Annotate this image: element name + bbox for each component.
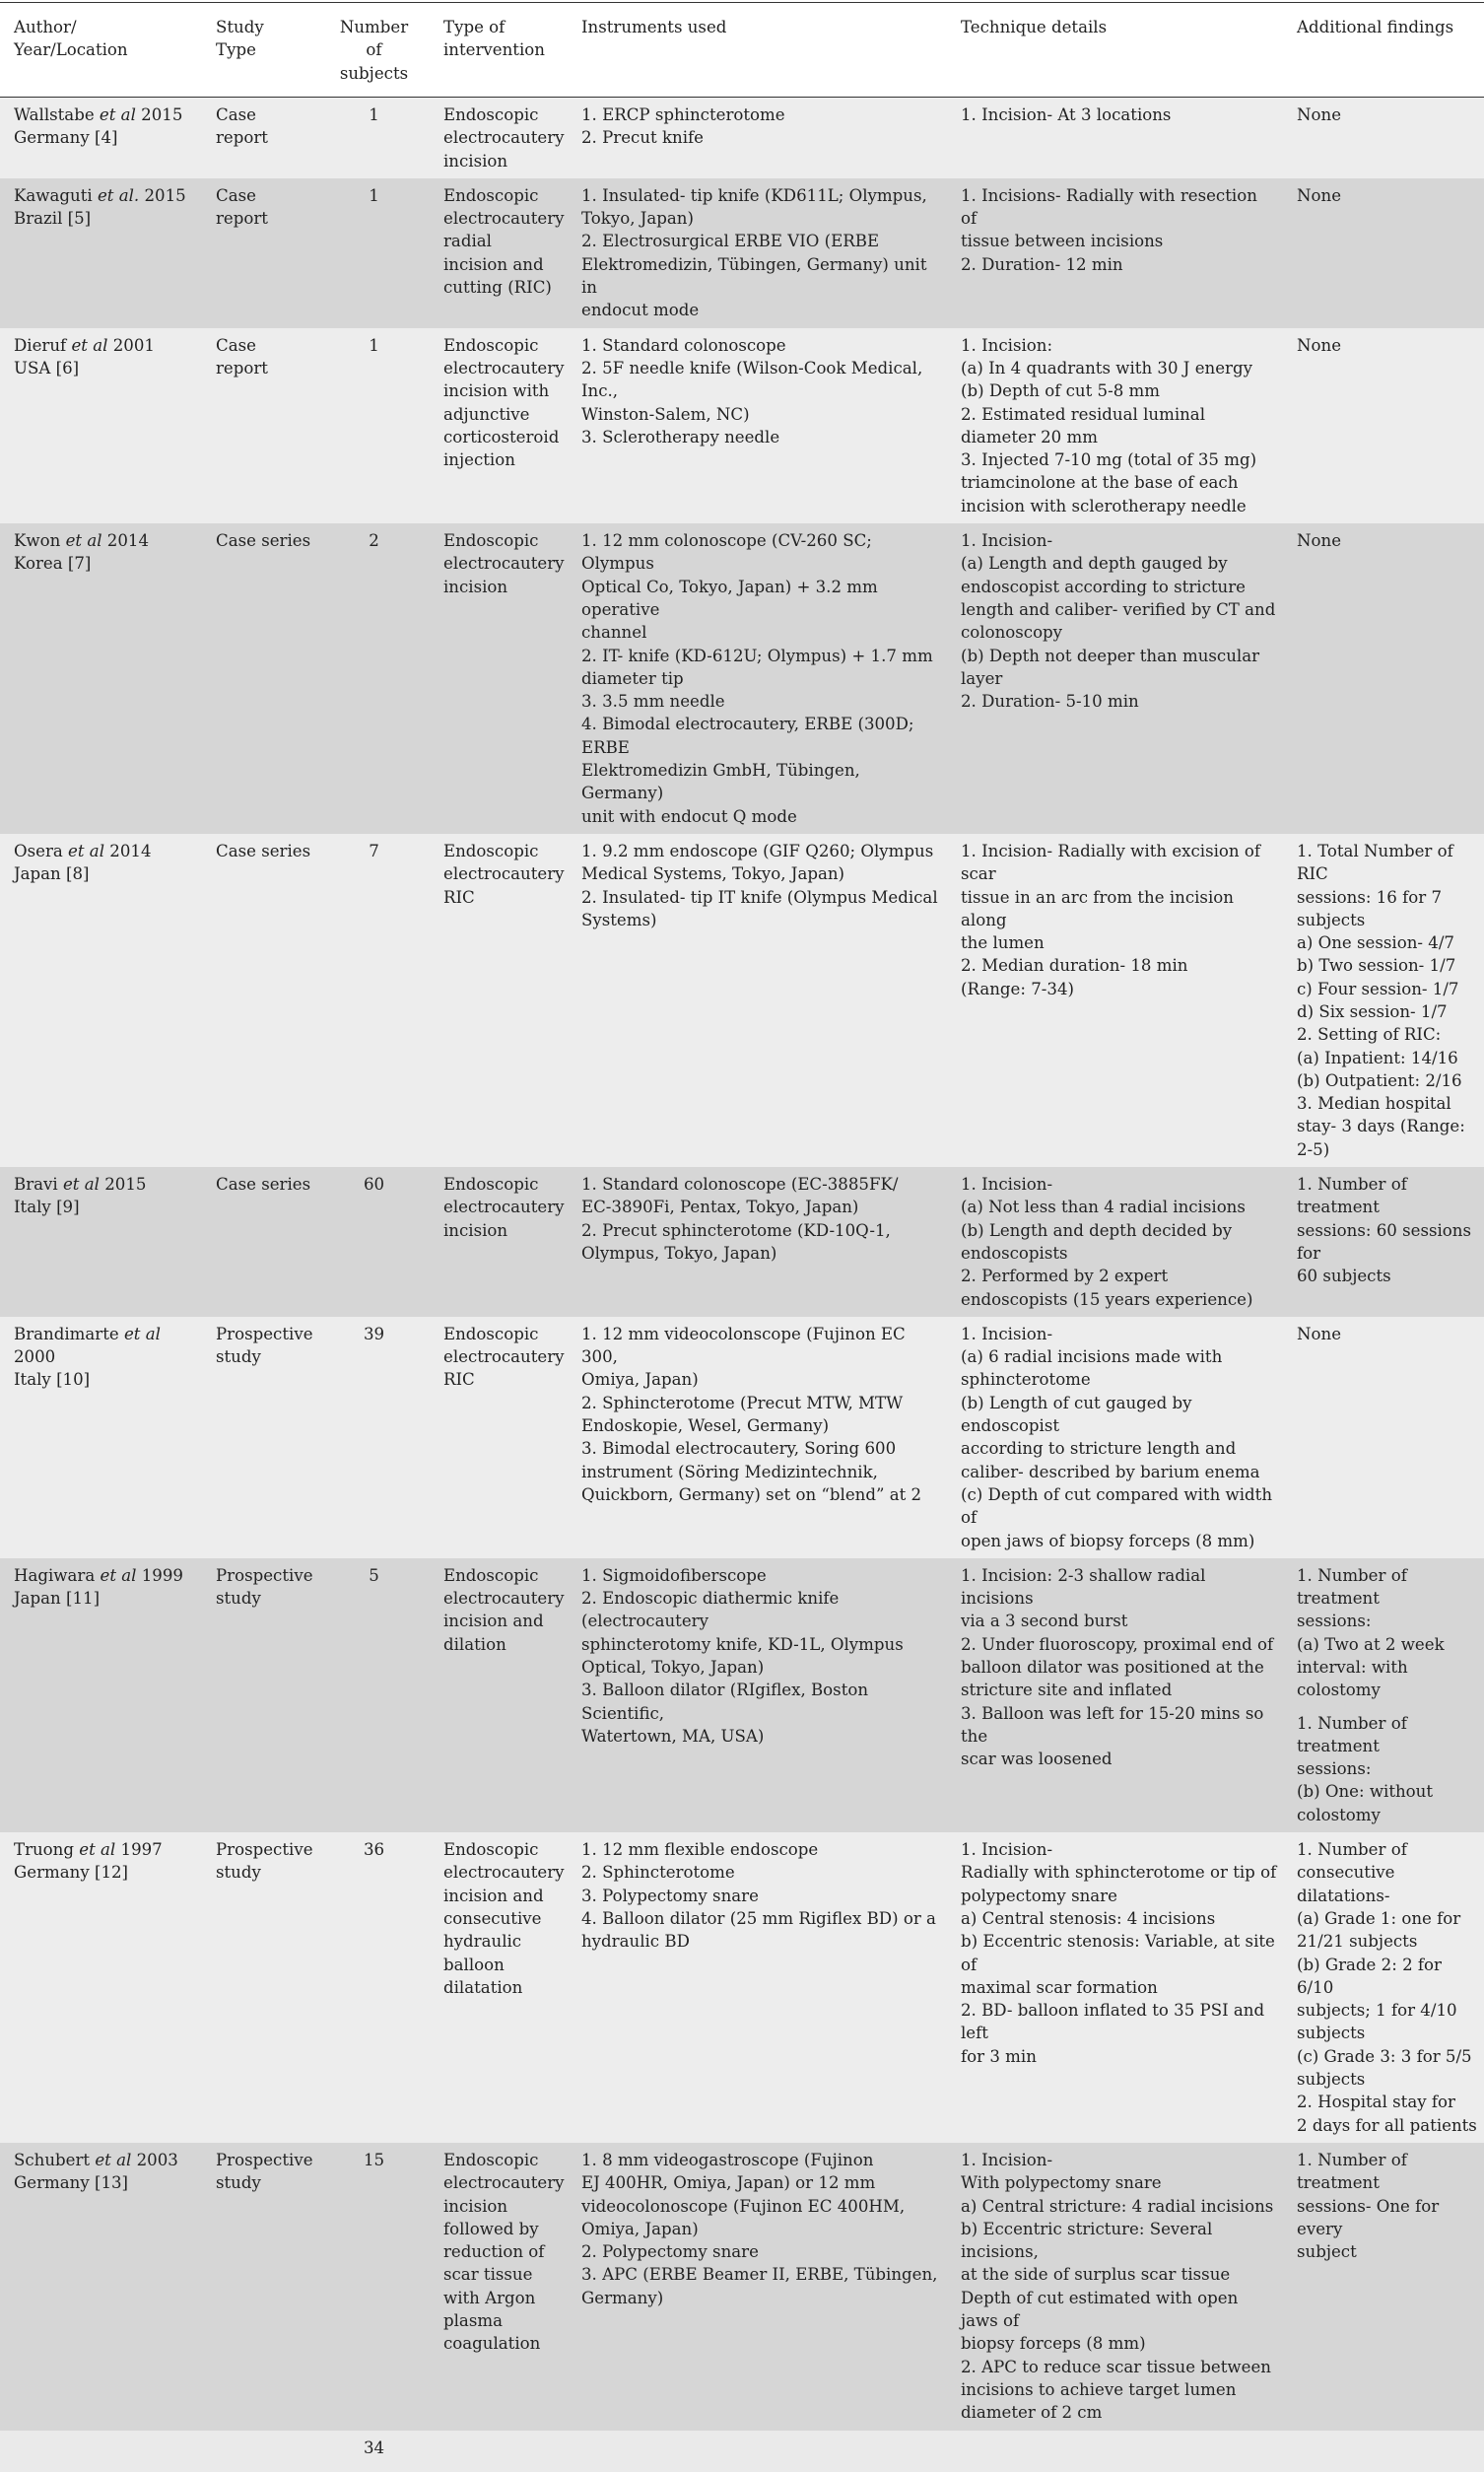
technique-details: 1. Incision- With polypectomy snare a) Central stricture: 4 radial incisions b) Eccentric stricture: Several incisions, at the side of surplus scar tissue Depth of cut estimated with open jaws of biopsy forceps (8 mm) 2. APC to reduce scar tissue between incisions to achieve target lumen diameter of 2 cm [961, 2150, 1274, 2423]
technique-cell [947, 1167, 1283, 1317]
additional-findings: 1. Number of treatment sessions: 60 sessions for 60 subjects [1297, 1175, 1471, 1286]
header-row [0, 3, 1484, 98]
findings-cell [1283, 98, 1484, 178]
author-text [14, 1838, 196, 1885]
technique-cell [947, 523, 1283, 834]
author-text [14, 2149, 196, 2195]
total-subjects-cell [318, 2431, 430, 2472]
intervention-cell [430, 1317, 568, 1558]
technique-cell [947, 178, 1283, 328]
instruments-list: 1. Standard colonoscope (EC-3885FK/ EC-3890Fi, Pentax, Tokyo, Japan) 2. Precut sphincterotome (KD-10Q-1, Olympus, Tokyo, Japan) [581, 1175, 899, 1263]
author-cell [0, 2143, 202, 2431]
additional-findings: None [1297, 531, 1342, 551]
instruments-cell [568, 328, 947, 523]
technique-cell [947, 1317, 1283, 1558]
author-year-location: 2003 Germany [13] [14, 2150, 178, 2193]
intervention-type: Endoscopic electrocautery radial incision and cutting (RIC) [443, 185, 565, 298]
total-empty-cell [430, 2431, 568, 2472]
additional-findings: 1. Number of consecutive dilatations- (a) Grade 1: one for 21/21 subjects (b) Grade 2: 2 for 6/10 subjects; 1 for 4/10 subjects (c) Grade 3: 3 for 5/5 subjects 2. Hospital stay for 2 days for all patients [1297, 1840, 1477, 2135]
header-intervention: Type of intervention [430, 3, 568, 98]
et-al: et al [100, 1565, 137, 1585]
header-technique: Technique details [947, 3, 1283, 98]
findings-cell [1283, 328, 1484, 523]
findings-cell [1283, 1558, 1484, 1832]
technique-cell [947, 2143, 1283, 2431]
technique-cell [947, 98, 1283, 178]
author-name: Bravi [14, 1175, 63, 1195]
author-name: Kawaguti [14, 185, 98, 205]
author-text [14, 1564, 196, 1611]
additional-findings: None [1297, 185, 1342, 205]
study-type: Case report [216, 185, 268, 229]
study-type: Case series [216, 531, 311, 551]
et-al: et al [62, 1175, 100, 1195]
findings-cell [1283, 834, 1484, 1167]
intervention-cell [430, 328, 568, 523]
subjects-cell [318, 834, 430, 1167]
instruments-cell [568, 1167, 947, 1317]
header-subjects: Number of subjects [318, 3, 430, 98]
instruments-list: 1. 9.2 mm endoscope (GIF Q260; Olympus Medical Systems, Tokyo, Japan) 2. Insulated- tip IT knife (Olympus Medical Systems) [581, 841, 938, 929]
table-row [0, 2143, 1484, 2431]
instruments-cell [568, 1558, 947, 1832]
author-year-location: 1999 Japan [11] [14, 1565, 183, 1609]
intervention-cell [430, 1558, 568, 1832]
author-text [14, 1323, 196, 1392]
et-al: et al. [97, 185, 140, 205]
table-row [0, 328, 1484, 523]
author-cell [0, 1317, 202, 1558]
author-text [14, 1173, 196, 1219]
author-cell [0, 1832, 202, 2143]
intervention-type: Endoscopic electrocautery incision and dilation [443, 1565, 565, 1654]
subjects-count: 39 [363, 1324, 385, 1343]
instruments-cell [568, 1317, 947, 1558]
technique-cell [947, 834, 1283, 1167]
instruments-list: 1. Insulated- tip knife (KD611L; Olympus, Tokyo, Japan) 2. Electrosurgical ERBE VIO (ERBE Elektromedizin, Tübingen, Germany) unit in endocut mode [581, 185, 927, 320]
author-name: Truong [14, 1840, 80, 1860]
table-row [0, 1832, 1484, 2143]
findings-cell [1283, 2143, 1484, 2431]
findings-cell [1283, 1317, 1484, 1558]
et-al: et al [71, 335, 108, 355]
author-cell [0, 178, 202, 328]
findings-cell [1283, 1167, 1484, 1317]
additional-findings: None [1297, 1324, 1342, 1343]
findings-cell [1283, 523, 1484, 834]
subjects-count: 60 [363, 1175, 385, 1195]
intervention-type: Endoscopic electrocautery incision with adjunctive corticosteroid injection [443, 335, 565, 470]
subjects-count: 1 [369, 185, 379, 205]
table-row [0, 1317, 1484, 1558]
intervention-cell [430, 523, 568, 834]
study-type: Prospective study [216, 1324, 313, 1367]
subjects-cell [318, 1167, 430, 1317]
et-al: et al [68, 841, 105, 860]
total-empty-cell [0, 2431, 202, 2472]
study-type-cell [202, 523, 318, 834]
study-type-cell [202, 834, 318, 1167]
study-type: Case series [216, 841, 311, 860]
et-al: et al [123, 1324, 161, 1343]
subjects-cell [318, 178, 430, 328]
instruments-list: 1. ERCP sphincterotome 2. Precut knife [581, 105, 785, 148]
study-type-cell [202, 178, 318, 328]
intervention-cell [430, 178, 568, 328]
study-type: Prospective study [216, 1840, 313, 1883]
header-findings: Additional findings [1283, 3, 1484, 98]
subjects-count: 1 [369, 335, 379, 355]
intervention-type: Endoscopic electrocautery incision [443, 1175, 565, 1240]
findings-cell [1283, 1832, 1484, 2143]
table-row [0, 1558, 1484, 1832]
et-al: et al [65, 531, 102, 551]
study-type: Prospective study [216, 1565, 313, 1609]
subjects-count: 1 [369, 105, 379, 124]
study-type-cell [202, 98, 318, 178]
author-name: Kwon [14, 531, 66, 551]
subjects-cell [318, 98, 430, 178]
instruments-cell [568, 523, 947, 834]
instruments-list: 1. 12 mm colonoscope (CV-260 SC; Olympus Optical Co, Tokyo, Japan) + 3.2 mm operative channel 2. IT- knife (KD-612U; Olympus) + 1.7 mm diameter tip 3. 3.5 mm needle 4. Bimodal electrocautery, ERBE (300D; ERBE Elektromedizin GmbH, Tübingen, Germany) unit with endocut Q mode [581, 531, 933, 826]
subjects-cell [318, 1317, 430, 1558]
technique-cell [947, 1558, 1283, 1832]
author-year-location: 2000 Italy [10] [14, 1347, 91, 1390]
author-name: Schubert [14, 2150, 96, 2169]
subjects-cell [318, 2143, 430, 2431]
table-row [0, 98, 1484, 178]
subjects-count: 7 [369, 841, 379, 860]
study-type-cell [202, 1832, 318, 2143]
technique-cell [947, 1832, 1283, 2143]
author-year-location: 2015 Brazil [5] [14, 185, 186, 229]
total-empty-cell [202, 2431, 318, 2472]
author-name: Brandimarte [14, 1324, 124, 1343]
technique-details: 1. Incision- Radially with excision of scar tissue in an arc from the incision along the lumen 2. Median duration- 18 min (Range: 7-34) [961, 841, 1261, 998]
author-name: Osera [14, 841, 69, 860]
study-type-cell [202, 1167, 318, 1317]
total-row [0, 2431, 1484, 2472]
intervention-cell [430, 834, 568, 1167]
study-type-cell [202, 1558, 318, 1832]
additional-findings: 1. Number of treatment sessions- One for every subject [1297, 2150, 1440, 2262]
subjects-count: 15 [363, 2150, 385, 2169]
table-row [0, 834, 1484, 1167]
instruments-cell [568, 834, 947, 1167]
additional-findings-extra: 1. Number of treatment sessions: (b) One: without colostomy [1297, 1713, 1434, 1824]
header-study-type: Study Type [202, 3, 318, 98]
technique-cell [947, 328, 1283, 523]
study-type: Prospective study [216, 2150, 313, 2193]
intervention-cell [430, 1832, 568, 2143]
subjects-cell [318, 1832, 430, 2143]
intervention-type: Endoscopic electrocautery incision [443, 105, 565, 171]
instruments-list: 1. Standard colonoscope 2. 5F needle knife (Wilson-Cook Medical, Inc., Winston-Salem, NC) 3. Sclerotherapy needle [581, 335, 923, 446]
instruments-list: 1. 12 mm videocolonscope (Fujinon EC 300, Omiya, Japan) 2. Sphincterotome (Precut MTW, MTW Endoskopie, Wesel, Germany) 3. Bimodal electrocautery, Soring 600 instrument (Söring Medizintechnik, Quickborn, Germany) set on “blend” at 2 [581, 1324, 922, 1504]
additional-findings: 1. Number of treatment sessions: (a) Two at 2 week interval: with colostomy [1297, 1565, 1445, 1700]
intervention-type: Endoscopic electrocautery incision and consecutive hydraulic balloon dilatation [443, 1840, 565, 1997]
author-text [14, 103, 196, 150]
study-type-cell [202, 1317, 318, 1558]
study-type: Case report [216, 335, 268, 378]
et-al: et al [99, 105, 136, 124]
total-empty-cell [568, 2431, 947, 2472]
author-text [14, 529, 196, 576]
author-year-location: 1997 Germany [12] [14, 1840, 163, 1883]
subjects-count: 2 [369, 531, 379, 551]
additional-findings: None [1297, 105, 1342, 124]
intervention-type: Endoscopic electrocautery incision followed by reduction of scar tissue with Argon plasma coagulation [443, 2150, 565, 2354]
author-year-location: 2015 Italy [9] [14, 1175, 147, 1217]
author-text [14, 840, 196, 886]
intervention-cell [430, 1167, 568, 1317]
author-cell [0, 98, 202, 178]
author-name: Dieruf [14, 335, 72, 355]
study-type: Case report [216, 105, 268, 148]
intervention-type: Endoscopic electrocautery RIC [443, 841, 565, 907]
author-text [14, 334, 196, 380]
author-year-location: 2014 Japan [8] [14, 841, 152, 884]
table-row [0, 178, 1484, 328]
table-row [0, 523, 1484, 834]
author-cell [0, 1558, 202, 1832]
author-year-location: 2014 Korea [7] [14, 531, 150, 574]
instruments-cell [568, 1832, 947, 2143]
instruments-cell [568, 2143, 947, 2431]
subjects-cell [318, 523, 430, 834]
study-type-cell [202, 2143, 318, 2431]
header-instruments: Instruments used [568, 3, 947, 98]
studies-table [0, 3, 1484, 2472]
author-cell [0, 523, 202, 834]
author-cell [0, 1167, 202, 1317]
technique-details: 1. Incision- At 3 locations [961, 105, 1172, 124]
total-empty-cell [947, 2431, 1283, 2472]
author-year-location: 2015 Germany [4] [14, 105, 183, 148]
et-al: et al [95, 2150, 132, 2169]
author-name: Hagiwara [14, 1565, 101, 1585]
technique-details: 1. Incision: 2-3 shallow radial incisions via a 3 second burst 2. Under fluoroscopy, proximal end of balloon dilator was positioned at the stricture site and inflated 3. Balloon was left for 15-20 mins so the scar was loosened [961, 1565, 1274, 1769]
author-text [14, 184, 196, 231]
table-row [0, 1167, 1484, 1317]
author-name: Wallstabe [14, 105, 100, 124]
technique-details: 1. Incision: (a) In 4 quadrants with 30 J energy (b) Depth of cut 5-8 mm 2. Estimated residual luminal diameter 20 mm 3. Injected 7-10 mg (total of 35 mg) triamcinolone at the base of each incision with sclerotherapy needle [961, 335, 1257, 515]
intervention-type: Endoscopic electrocautery incision [443, 531, 565, 596]
study-type: Case series [216, 1175, 311, 1195]
additional-findings: 1. Total Number of RIC sessions: 16 for 7 subjects a) One session- 4/7 b) Two session- 1/7 c) Four session- 1/7 d) Six session- 1/7 2. Setting of RIC: (a) Inpatient: 14/16 (b) Outpatient: 2/16 3. Median hospital stay- 3 days (Range: 2-5) [1297, 841, 1465, 1159]
intervention-cell [430, 2143, 568, 2431]
instruments-list: 1. 12 mm flexible endoscope 2. Sphincterotome 3. Polypectomy snare 4. Balloon dilator (25 mm Rigiflex BD) or a hydraulic BD [581, 1840, 936, 1952]
subjects-cell [318, 1558, 430, 1832]
intervention-cell [430, 98, 568, 178]
instruments-list: 1. 8 mm videogastroscope (Fujinon EJ 400HR, Omiya, Japan) or 12 mm videocolonoscope (Fujinon EC 400HM, Omiya, Japan) 2. Polypectomy snare 3. APC (ERBE Beamer II, ERBE, Tübingen, Germany) [581, 2150, 938, 2307]
author-cell [0, 328, 202, 523]
subjects-cell [318, 328, 430, 523]
instruments-cell [568, 98, 947, 178]
total-empty-cell [1283, 2431, 1484, 2472]
table-body [0, 98, 1484, 2472]
technique-details: 1. Incision- (a) 6 radial incisions made with sphincterotome (b) Length of cut gauged by endoscopist according to stricture length and caliber- described by barium enema (c) Depth of cut compared with width of open jaws of biopsy forceps (8 mm) [961, 1324, 1273, 1550]
subjects-count: 36 [363, 1840, 385, 1860]
technique-details: 1. Incision- (a) Not less than 4 radial incisions (b) Length and depth decided by endoscopists 2. Performed by 2 expert endoscopists (15 years experience) [961, 1175, 1253, 1309]
header-author: Author/ Year/Location [0, 3, 202, 98]
author-cell [0, 834, 202, 1167]
intervention-type: Endoscopic electrocautery RIC [443, 1324, 565, 1390]
additional-findings: None [1297, 335, 1342, 355]
subjects-count: 5 [369, 1565, 379, 1585]
et-al: et al [79, 1840, 116, 1860]
technique-details: 1. Incisions- Radially with resection of tissue between incisions 2. Duration- 12 min [961, 185, 1257, 274]
author-year-location: 2001 USA [6] [14, 335, 155, 378]
findings-cell [1283, 178, 1484, 328]
study-type-cell [202, 328, 318, 523]
technique-details: 1. Incision- (a) Length and depth gauged by endoscopist according to stricture length and caliber- verified by CT and colonoscopy (b) Depth not deeper than muscular layer 2. Duration- 5-10 min [961, 531, 1276, 712]
technique-details: 1. Incision- Radially with sphincterotome or tip of polypectomy snare a) Central stenosis: 4 incisions b) Eccentric stenosis: Variable, at site of maximal scar formation 2. BD- balloon inflated to 35 PSI and left for 3 min [961, 1840, 1277, 2066]
instruments-list: 1. Sigmoidofiberscope 2. Endoscopic diathermic knife (electrocautery sphincterotomy knife, KD-1L, Olympus Optical, Tokyo, Japan) 3. Balloon dilator (RIgiflex, Boston Scientific, Watertown, MA, USA) [581, 1565, 904, 1746]
instruments-cell [568, 178, 947, 328]
total-subjects: 34 [363, 2438, 385, 2457]
